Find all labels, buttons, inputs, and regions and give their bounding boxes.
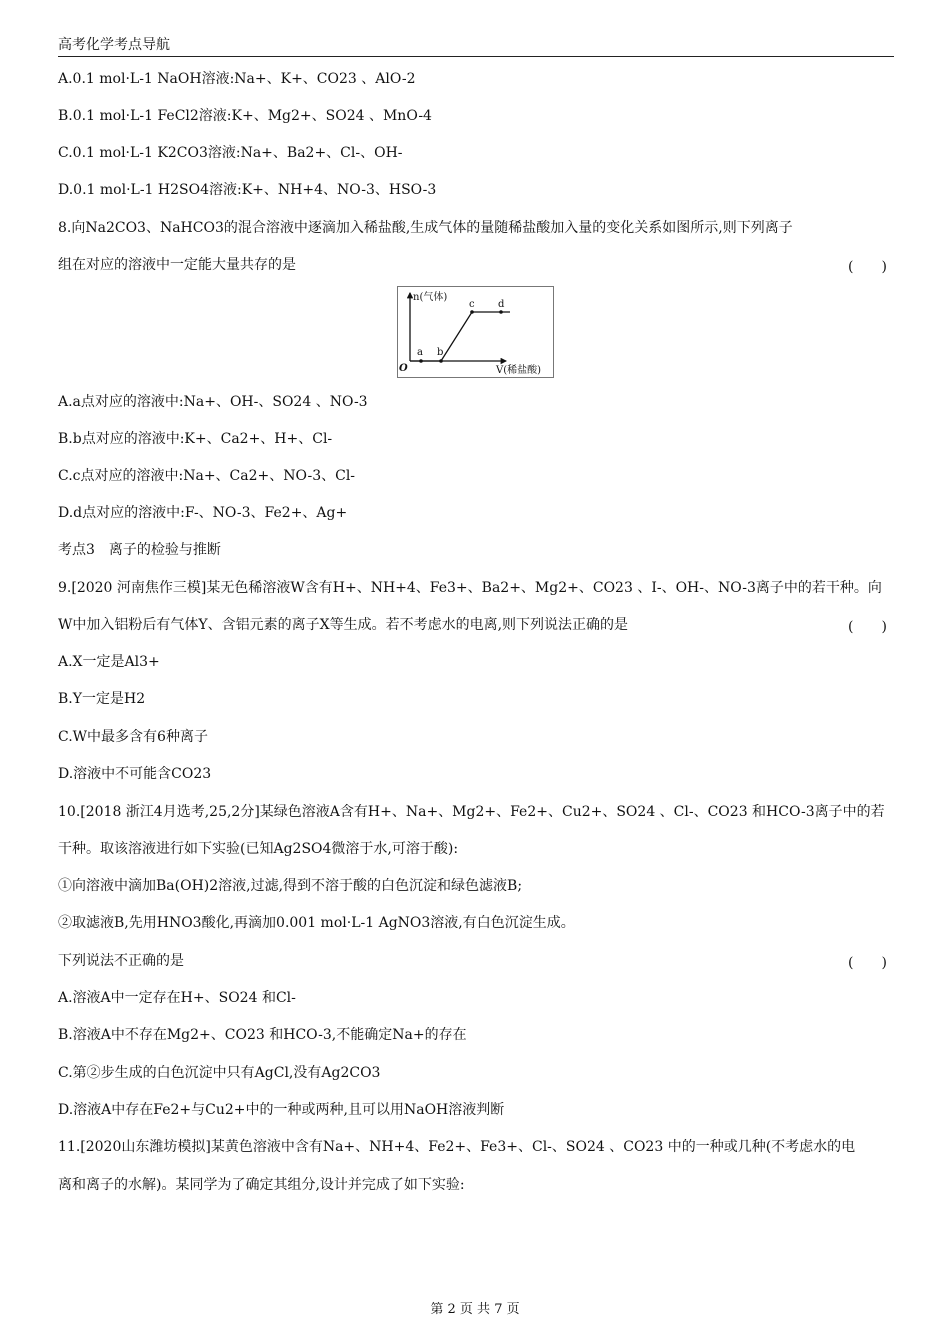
text-line-q7a: A.0.1 mol·L-1 NaOH溶液:Na+、K+、CO23 、AlO-2	[58, 71, 416, 87]
point-c-label: c	[469, 299, 475, 310]
text-line-q10oB: B.溶液A中不存在Mg2+、CO23 和HCO-3,不能确定Na+的存在	[58, 1027, 467, 1043]
text-line-q8oA: A.a点对应的溶液中:Na+、OH-、SO24 、NO-3	[58, 394, 368, 410]
text-line-q9a: 9.[2020 河南焦作三模]某无色稀溶液W含有H+、NH+4、Fe3+、Ba2+、Mg2+、CO23 、I-、OH-、NO-3离子中的若干种。向	[58, 580, 882, 596]
text-line-q7b: B.0.1 mol·L-1 FeCl2溶液:K+、Mg2+、SO24 、MnO-4	[58, 108, 432, 124]
text-line-q10a: 10.[2018 浙江4月选考,25,2分]某绿色溶液A含有H+、Na+、Mg2+、Fe2+、Cu2+、SO24 、Cl-、CO23 和HCO-3离子中的若	[58, 804, 885, 820]
text-line-q11b: 离和离子的水解)。某同学为了确定其组分,设计并完成了如下实验:	[58, 1177, 465, 1193]
text-line-q10oD: D.溶液A中存在Fe2+与Cu2+中的一种或两种,且可以用NaOH溶液判断	[58, 1102, 505, 1118]
text-line-q9oD: D.溶液中不可能含CO23	[58, 766, 212, 782]
origin-label: O	[399, 363, 408, 374]
text-line-q9oB: B.Y一定是H2	[58, 691, 146, 707]
point-a-marker	[419, 359, 423, 363]
text-line-q9oA: A.X一定是Al3+	[58, 654, 160, 670]
point-a-label: a	[417, 347, 423, 358]
text-line-q10e: 下列说法不正确的是	[58, 953, 184, 969]
text-line-q8a: 8.向Na2CO3、NaHCO3的混合溶液中逐滴加入稀盐酸,生成气体的量随稀盐酸加入量的变化关系如图所示,则下列离子	[58, 220, 793, 236]
text-line-sec3: 考点3 离子的检验与推断	[58, 542, 221, 558]
y-axis-label: n(气体)	[413, 292, 448, 303]
page-number-footer: 第 2 页 共 7 页	[430, 1302, 520, 1317]
point-b-marker	[439, 359, 443, 363]
page-header-title: 高考化学考点导航	[58, 37, 170, 53]
text-line-q7d: D.0.1 mol·L-1 H2SO4溶液:K+、NH+4、NO-3、HSO-3	[58, 182, 437, 198]
text-line-q10d: ②取滤液B,先用HNO3酸化,再滴加0.001 mol·L-1 AgNO3溶液,有白色沉淀生成。	[58, 915, 575, 931]
text-line-q10oA: A.溶液A中一定存在H+、SO24 和Cl-	[58, 990, 296, 1006]
header-divider	[58, 56, 894, 57]
answer-bracket-p9: ( )	[848, 619, 887, 635]
text-line-q10oC: C.第②步生成的白色沉淀中只有AgCl,没有Ag2CO3	[58, 1065, 381, 1081]
point-d-marker	[499, 310, 503, 314]
text-line-q8oB: B.b点对应的溶液中:K+、Ca2+、H+、Cl-	[58, 431, 333, 447]
text-line-q8oC: C.c点对应的溶液中:Na+、Ca2+、NO-3、Cl-	[58, 468, 356, 484]
x-axis-label: V(稀盐酸)	[496, 365, 542, 376]
point-c-marker	[470, 310, 474, 314]
text-line-q11a: 11.[2020山东潍坊模拟]某黄色溶液中含有Na+、NH+4、Fe2+、Fe3+、Cl-、SO24 、CO23 中的一种或几种(不考虑水的电	[58, 1139, 856, 1155]
point-b-label: b	[437, 347, 444, 358]
text-line-q7c: C.0.1 mol·L-1 K2CO3溶液:Na+、Ba2+、Cl-、OH-	[58, 145, 403, 161]
gas-curve	[410, 312, 510, 361]
answer-bracket-p10: ( )	[848, 955, 887, 971]
text-line-q8b: 组在对应的溶液中一定能大量共存的是	[58, 257, 296, 273]
point-d-label: d	[498, 299, 505, 310]
text-line-q10c: ①向溶液中滴加Ba(OH)2溶液,过滤,得到不溶于酸的白色沉淀和绿色滤液B;	[58, 878, 523, 894]
text-line-q10b: 干种。取该溶液进行如下实验(已知Ag2SO4微溶于水,可溶于酸):	[58, 841, 459, 857]
text-line-q9b: W中加入铝粉后有气体Y、含铝元素的离子X等生成。若不考虑水的电离,则下列说法正确的是	[58, 617, 629, 633]
graph-svg	[398, 287, 553, 377]
text-line-q9oC: C.W中最多含有6种离子	[58, 729, 208, 745]
text-line-q8oD: D.d点对应的溶液中:F-、NO-3、Fe2+、Ag+	[58, 505, 348, 521]
answer-bracket-p8: ( )	[848, 259, 887, 275]
gas-volume-graph	[397, 286, 554, 378]
